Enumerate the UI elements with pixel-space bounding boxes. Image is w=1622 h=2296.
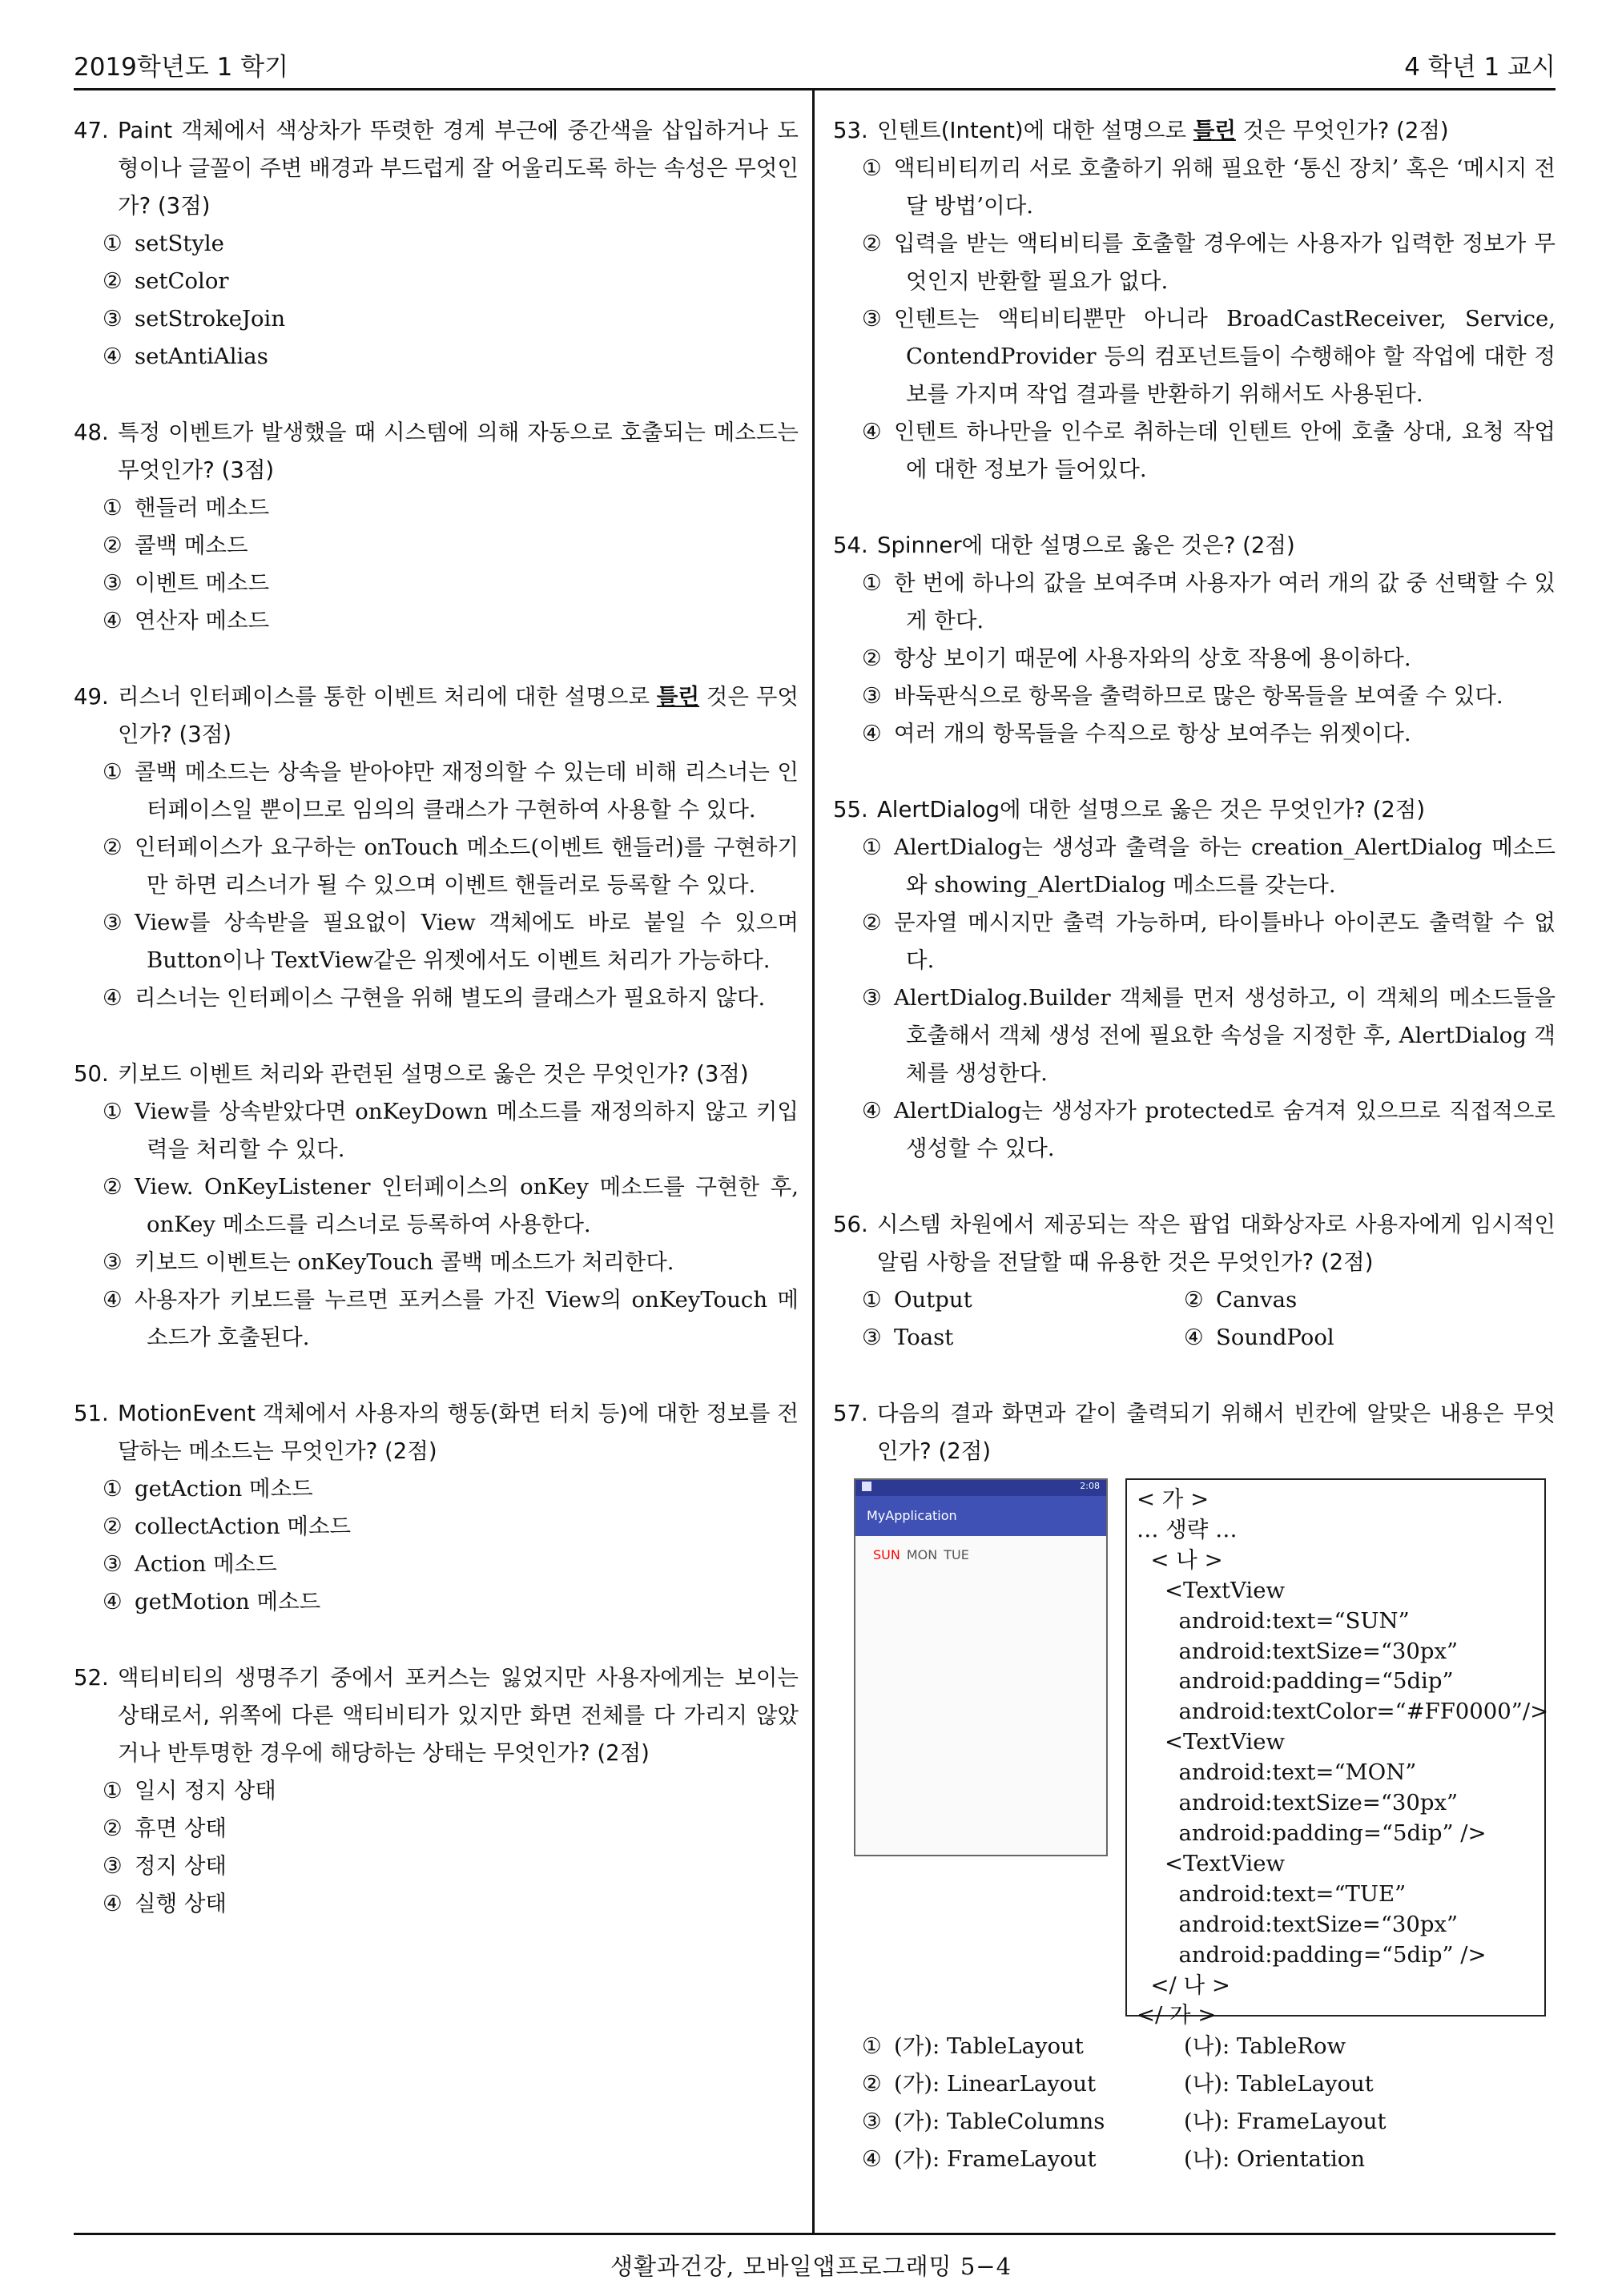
code-line: android:textColor=“#FF0000”/> — [1137, 1699, 1549, 1725]
option-item: ① 일시 정지 상태 — [103, 1778, 276, 1803]
option-item: ② 콜백 메소드 — [103, 533, 248, 558]
phone-screenshot — [854, 1478, 1108, 1856]
option-list — [833, 2028, 1556, 2178]
option-item: ③ 키보드 이벤트는 onKeyTouch 콜백 메소드가 처리한다. — [103, 1249, 674, 1275]
question-48 — [74, 414, 799, 640]
option-item: ④ 연산자 메소드 — [103, 608, 270, 633]
option-item: ② 문자열 메시지만 출력 가능하며, 타이틀바나 아이콘도 출력할 수 없다. — [862, 910, 1556, 973]
option-item: ④ 여러 개의 항목들을 수직으로 항상 보여주는 위젯이다. — [862, 721, 1411, 746]
right-column — [833, 112, 1556, 2178]
option-item: (나): TableRow — [1184, 2033, 1346, 2059]
option-item: ② 입력을 받는 액티비티를 호출할 경우에는 사용자가 입력한 정보가 무엇인지 반환할 필요가 없다. — [862, 231, 1556, 294]
question-stem: 52. 액티비티의 생명주기 중에서 포커스는 잃었지만 사용자에게는 보이는 상태로서, 위쪽에 다른 액티비티가 있지만 화면 전체를 다 가리지 않았거나 반투명한 경우에 해당하는 상태는 무엇인가? (2점) — [74, 1659, 799, 1772]
code-line: … 생략 … — [1137, 1516, 1238, 1542]
code-line: android:text=“TUE” — [1137, 1880, 1407, 1907]
question-stem: 49. 리스너 인터페이스를 통한 이벤트 처리에 대한 설명으로 틀린 것은 무엇인가? (3점) — [74, 678, 799, 754]
question-number: 48. — [74, 420, 109, 445]
option-item: ① View를 상속받았다면 onKeyDown 메소드를 재정의하지 않고 키입력을 처리할 수 있다. — [103, 1099, 799, 1162]
question-52 — [74, 1659, 799, 1923]
question-number: 53. — [833, 118, 868, 143]
footer-rule — [74, 2233, 1556, 2235]
question-stem: 57. 다음의 결과 화면과 같이 출력되기 위해서 빈칸에 알맞은 내용은 무엇인가? (2점) — [833, 1395, 1556, 1470]
code-line: android:text=“MON” — [1137, 1759, 1417, 1786]
code-line: android:padding=“5dip” /> — [1137, 1820, 1487, 1846]
question-56 — [833, 1206, 1556, 1357]
option-list — [833, 1281, 1556, 1357]
option-item: ① 콜백 메소드는 상속을 받아야만 재정의할 수 있는데 비해 리스너는 인터페이스일 뿐이므로 임의의 클래스가 구현하여 사용할 수 있다. — [103, 759, 799, 822]
question-stem: 48. 특정 이벤트가 발생했을 때 시스템에 의해 자동으로 호출되는 메소드는 무엇인가? (3점) — [74, 414, 799, 489]
question-stem: 47. Paint 객체에서 색상차가 뚜렷한 경계 부근에 중간색을 삽입하거나 도형이나 글꼴이 주변 배경과 부드럽게 잘 어울리도록 하는 속성은 무엇인가? (3점) — [74, 112, 799, 225]
figure — [833, 1478, 1556, 2039]
header-rule — [74, 88, 1556, 90]
option-item: ① getAction 메소드 — [103, 1476, 313, 1502]
question-number: 50. — [74, 1061, 109, 1087]
code-line: android:textSize=“30px” — [1137, 1790, 1459, 1816]
option-item: ② 항상 보이기 때문에 사용자와의 상호 작용에 용이하다. — [862, 645, 1411, 671]
question-49 — [74, 678, 799, 1017]
option-item: ④ 인텐트 하나만을 인수로 취하는데 인텐트 안에 호출 상대, 요청 작업에 대한 정보가 들어있다. — [862, 419, 1556, 482]
code-line: < 가 > — [1137, 1486, 1209, 1512]
question-stem: 54. Spinner에 대한 설명으로 옳은 것은? (2점) — [833, 527, 1556, 565]
option-item: ① 핸들러 메소드 — [103, 495, 270, 521]
code-line: </ 나 > — [1137, 1972, 1230, 1998]
code-line: android:text=“SUN” — [1137, 1607, 1410, 1634]
option-item: ③ 바둑판식으로 항목을 출력하므로 많은 항목들을 보여줄 수 있다. — [862, 683, 1503, 709]
question-stem: 51. MotionEvent 객체에서 사용자의 행동(화면 터치 등)에 대한 정보를 전달하는 메소드는 무엇인가? (2점) — [74, 1395, 799, 1470]
option-item: ① 한 번에 하나의 값을 보여주며 사용자가 여러 개의 값 중 선택할 수 있게 한다. — [862, 570, 1556, 633]
option-item: (나): FrameLayout — [1184, 2109, 1387, 2134]
code-line: <TextView — [1137, 1729, 1286, 1755]
option-item: ② 휴면 상태 — [103, 1815, 227, 1841]
question-number: 51. — [74, 1401, 109, 1426]
status-time: 2:08 — [1080, 1481, 1100, 1491]
option-item: ④ setAntiAlias — [103, 344, 268, 369]
option-item: ② View. OnKeyListener 인터페이스의 onKey 메소드를 구현한 후, onKey 메소드를 리스너로 등록하여 사용한다. — [103, 1174, 799, 1237]
option-item: ② (가): LinearLayout — [862, 2071, 1097, 2097]
question-stem: 55. AlertDialog에 대한 설명으로 옳은 것은 무엇인가? (2점) — [833, 791, 1556, 829]
notification-icon — [862, 1482, 871, 1491]
option-item: ③ AlertDialog.Builder 객체를 먼저 생성하고, 이 객체의 메소드들을 호출해서 객체 생성 전에 필요한 속성을 지정한 후, AlertDialog 객체를 생성한다. — [862, 985, 1556, 1086]
question-number: 47. — [74, 118, 109, 143]
option-item: ③ 인텐트는 액티비티뿐만 아니라 BroadCastReceiver, Service, ContendProvider 등의 컴포넌트들이 수행해야 할 작업에 대한 정보를 가지며 작업 결과를 반환하기 위해서도 사용된다. — [862, 306, 1556, 407]
question-stem: 50. 키보드 이벤트 처리와 관련된 설명으로 옳은 것은 무엇인가? (3점) — [74, 1056, 799, 1093]
option-item: ③ Action 메소드 — [103, 1551, 277, 1577]
option-list — [833, 565, 1556, 753]
question-number: 57. — [833, 1401, 868, 1426]
question-stem: 56. 시스템 차원에서 제공되는 작은 팝업 대화상자로 사용자에게 임시적인 알림 사항을 전달할 때 유용한 것은 무엇인가? (2점) — [833, 1206, 1556, 1281]
option-item: (나): TableLayout — [1184, 2071, 1374, 2097]
question-57 — [833, 1395, 1556, 2178]
option-item: ② Canvas — [1184, 1287, 1298, 1313]
option-item: ① Output — [862, 1287, 972, 1313]
day-text: MON — [906, 1547, 938, 1562]
option-item: ④ 실행 상태 — [103, 1891, 227, 1916]
option-item: ① 액티비티끼리 서로 호출하기 위해 필요한 ‘통신 장치’ 혹은 ‘메시지 전달 방법’이다. — [862, 155, 1556, 219]
option-item: ③ setStrokeJoin — [103, 306, 286, 332]
option-list — [74, 1093, 799, 1357]
question-number: 52. — [74, 1665, 109, 1691]
question-stem: 53. 인텐트(Intent)에 대한 설명으로 틀린 것은 무엇인가? (2점) — [833, 112, 1556, 150]
code-line: </ 가 > — [1137, 2002, 1217, 2029]
question-47 — [74, 112, 799, 376]
code-line: android:padding=“5dip” /> — [1137, 1941, 1487, 1968]
day-text: SUN — [873, 1547, 900, 1562]
question-53 — [833, 112, 1556, 489]
question-55 — [833, 791, 1556, 1168]
question-51 — [74, 1395, 799, 1621]
option-item: ① (가): TableLayout — [862, 2033, 1084, 2059]
question-50 — [74, 1056, 799, 1357]
option-item: ④ getMotion 메소드 — [103, 1589, 321, 1614]
option-list — [74, 1470, 799, 1621]
page-footer: 생활과건강, 모바일앱프로그래밍 5−4 — [610, 2253, 1012, 2280]
option-list — [74, 1772, 799, 1923]
code-line: android:padding=“5dip” — [1137, 1668, 1454, 1695]
option-item: ③ (가): TableColumns — [862, 2109, 1105, 2134]
left-column — [74, 112, 799, 1961]
question-number: 56. — [833, 1212, 868, 1237]
code-line: <TextView — [1137, 1850, 1286, 1876]
option-list — [74, 754, 799, 1017]
code-box — [1125, 1478, 1549, 2029]
status-bar — [855, 1480, 1106, 1496]
question-number: 54. — [833, 533, 868, 558]
code-line: < 나 > — [1137, 1546, 1223, 1573]
option-list — [833, 829, 1556, 1168]
day-text: TUE — [944, 1547, 969, 1562]
option-item: ③ 정지 상태 — [103, 1853, 227, 1879]
question-number: 55. — [833, 797, 868, 822]
code-line: android:textSize=“30px” — [1137, 1911, 1459, 1937]
grade-period-label: 4 학년 1 교시 — [1404, 53, 1556, 82]
code-line: android:textSize=“30px” — [1137, 1638, 1459, 1664]
option-list — [833, 150, 1556, 489]
option-list — [74, 225, 799, 376]
emphasis-wrong: 틀린 — [1193, 118, 1236, 143]
option-item: ① setStyle — [103, 231, 224, 256]
option-item: ④ 사용자가 키보드를 누르면 포커스를 가진 View의 onKeyTouch 메소드가 호출된다. — [103, 1287, 799, 1350]
option-item: ③ 이벤트 메소드 — [103, 570, 270, 596]
question-54 — [833, 527, 1556, 753]
page-header — [74, 46, 1556, 85]
option-item: ④ 리스너는 인터페이스 구현을 위해 별도의 클래스가 필요하지 않다. — [103, 985, 766, 1011]
day-row — [855, 1536, 1106, 1562]
option-item: ③ Toast — [862, 1325, 954, 1350]
option-item: ③ View를 상속받을 필요없이 View 객체에도 바로 붙일 수 있으며 Button이나 TextView같은 위젯에서도 이벤트 처리가 가능하다. — [103, 910, 799, 973]
option-item: ② 인터페이스가 요구하는 onTouch 메소드(이벤트 핸들러)를 구현하기만 하면 리스너가 될 수 있으며 이벤트 핸들러로 등록할 수 있다. — [103, 834, 799, 898]
emphasis-wrong: 틀린 — [656, 684, 700, 710]
option-item: ④ (가): FrameLayout — [862, 2146, 1097, 2172]
app-title-bar: MyApplication — [855, 1496, 1106, 1536]
option-item: ② setColor — [103, 268, 229, 294]
option-item: ④ SoundPool — [1184, 1325, 1334, 1350]
column-divider — [812, 90, 815, 2233]
term-label: 2019학년도 1 학기 — [74, 53, 289, 82]
option-item: ② collectAction 메소드 — [103, 1514, 352, 1539]
option-item: ① AlertDialog는 생성과 출력을 하는 creation_AlertDialog 메소드와 showing_AlertDialog 메소드를 갖는다. — [862, 834, 1556, 898]
option-item: (나): Orientation — [1184, 2146, 1366, 2172]
option-item: ④ AlertDialog는 생성자가 protected로 숨겨져 있으므로 직접적으로 생성할 수 있다. — [862, 1098, 1556, 1161]
code-line: <TextView — [1137, 1577, 1286, 1603]
option-list — [74, 489, 799, 640]
question-number: 49. — [74, 684, 109, 710]
